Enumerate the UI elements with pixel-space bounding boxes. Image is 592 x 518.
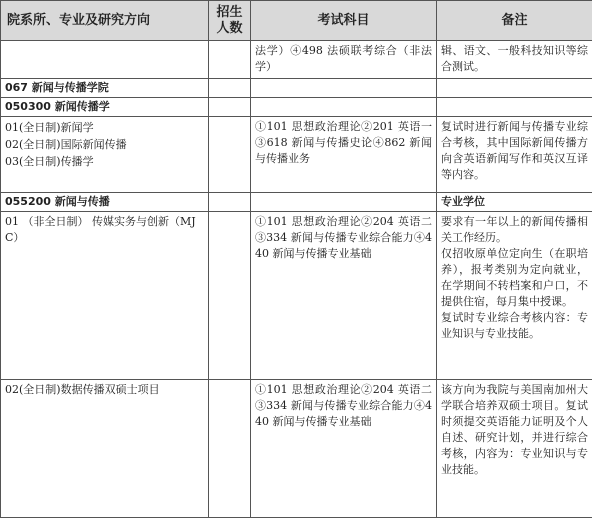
major2-quota-cell <box>209 193 251 212</box>
header-dept: 院系所、专业及研究方向 <box>1 1 209 41</box>
direction-item: 03(全日制)传播学 <box>5 153 204 170</box>
major1-quota-cell <box>209 98 251 117</box>
carry-over-row <box>1 41 592 79</box>
direction-item: 01(全日制)新闻学 <box>5 119 204 136</box>
major1-notes-empty <box>437 98 592 117</box>
direction1-note-item: 仅招收原单位定向生（在职培养），报考类别为定向就业，在学期间不转档案和户口，不提供住宿，每月集中授课。 <box>441 246 588 310</box>
direction-item: 02(全日制)国际新闻传播 <box>5 136 204 153</box>
college-notes-cell <box>437 79 592 98</box>
direction2-name: 02(全日制)数据传播双硕士项目 <box>1 380 209 518</box>
major1-label: 050300 新闻传播学 <box>1 98 209 117</box>
college-row <box>1 79 592 98</box>
college-quota-cell <box>209 79 251 98</box>
carry-exam-cell: 法学）④498 法硕联考综合（非法学） <box>251 41 437 79</box>
direction1-name: 01 （非全日制） 传媒实务与创新（MJC） <box>1 212 209 380</box>
direction1-row <box>1 212 592 380</box>
major2-label: 055200 新闻与传播 <box>1 193 209 212</box>
header-row <box>1 1 592 41</box>
header-notes: 备注 <box>437 1 592 41</box>
major2-row <box>1 193 592 212</box>
major1-exam-cell: ①101 思想政治理论②201 英语一③618 新闻与传播史论④862 新闻与传播业务 <box>251 117 437 193</box>
header-exam: 考试科目 <box>251 1 437 41</box>
college-exam-cell <box>251 79 437 98</box>
direction2-notes-cell: 该方向为我院与美国南加州大学联合培养双硕士项目。复试时须提交英语能力证明及个人自述、研究计划，并进行综合考核，内容为：专业知识与专业技能。 <box>437 380 592 518</box>
college-label: 067 新闻与传播学院 <box>1 79 209 98</box>
direction1-note-item: 要求有一年以上的新闻传播相关工作经历。 <box>441 214 588 246</box>
carry-quota-cell <box>209 41 251 79</box>
carry-notes-cell: 辑、语文、一般科技知识等综合测试。 <box>437 41 592 79</box>
direction2-exam-cell: ①101 思想政治理论②204 英语二③334 新闻与传播专业综合能力④440 新闻与传播专业基础 <box>251 380 437 518</box>
major1-notes-cell: 复试时进行新闻与传播专业综合考核，其中国际新闻传播方向含英语新闻写作和英汉互译等内容。 <box>437 117 592 193</box>
direction1-exam-cell: ①101 思想政治理论②204 英语二③334 新闻与传播专业综合能力④440 新闻与传播专业基础 <box>251 212 437 380</box>
direction2-quota-cell <box>209 380 251 518</box>
major1-directions-row <box>1 117 592 193</box>
direction1-notes-cell <box>437 212 592 380</box>
major1-row <box>1 98 592 117</box>
major1-directions-quota <box>209 117 251 193</box>
major2-exam-cell <box>251 193 437 212</box>
major1-directions-cell <box>1 117 209 193</box>
header-quota-line2: 人数 <box>216 21 242 36</box>
direction1-note-item: 复试时专业综合考核内容：专业知识与专业技能。 <box>441 310 588 342</box>
header-quota-line1: 招生 <box>216 5 242 20</box>
carry-dept-cell <box>1 41 209 79</box>
direction1-quota-cell <box>209 212 251 380</box>
header-quota <box>209 1 251 41</box>
major1-exam-empty <box>251 98 437 117</box>
major2-degree-tag: 专业学位 <box>437 193 592 212</box>
direction2-row <box>1 380 592 518</box>
